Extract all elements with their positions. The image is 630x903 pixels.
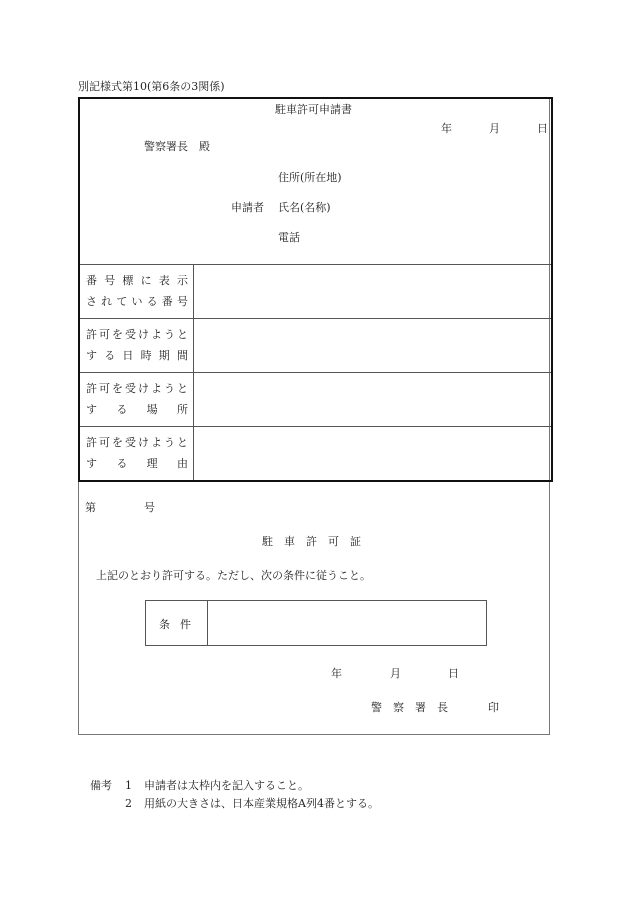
permit-date-day: 日 xyxy=(448,667,459,680)
note-1-text: 申請者は太枠内を記入すること。 xyxy=(144,779,309,792)
date-year: 年 xyxy=(441,122,452,135)
date-month: 月 xyxy=(489,122,500,135)
permit-issuer: 警 察 署 長 xyxy=(371,701,448,714)
note-1-number: 1 xyxy=(125,779,132,792)
row-label-reason: 許 可 を 受 け よ う と す る 理 由 xyxy=(86,436,188,470)
row-label-plate-number: 番 号 標 に 表 示 さ れ て い る 番 号 xyxy=(86,274,188,308)
permit-title: 駐 車 許 可 証 xyxy=(262,535,361,548)
row-divider xyxy=(80,264,551,265)
application-title: 駐車許可申請書 xyxy=(275,103,352,116)
permit-number-prefix: 第 xyxy=(85,501,96,514)
note-2-text: 用紙の大きさは、日本産業規格A列4番とする。 xyxy=(144,797,379,810)
permit-number-suffix: 号 xyxy=(144,501,155,514)
row-divider xyxy=(80,318,551,319)
row-divider xyxy=(80,426,551,427)
note-2-number: 2 xyxy=(125,797,132,810)
reason-input[interactable] xyxy=(195,428,549,479)
date-day: 日 xyxy=(537,122,548,135)
conditions-input[interactable] xyxy=(209,602,485,644)
row-label-period: 許 可 を 受 け よ う と す る 日 時 期 間 xyxy=(86,328,188,362)
applicant-label: 申請者 xyxy=(231,201,264,214)
location-input[interactable] xyxy=(195,374,549,425)
permit-statement: 上記のとおり許可する。ただし、次の条件に従うこと。 xyxy=(96,569,371,582)
addressee: 警察署長 殿 xyxy=(144,140,210,153)
row-divider xyxy=(80,372,551,373)
permit-date-year: 年 xyxy=(331,667,342,680)
conditions-label: 条件 xyxy=(159,618,201,631)
column-divider xyxy=(193,265,194,480)
period-input[interactable] xyxy=(195,320,549,371)
permit-date-month: 月 xyxy=(390,667,401,680)
notes-heading: 備考 xyxy=(90,779,112,792)
phone-field-label: 電話 xyxy=(278,231,300,244)
conditions-divider xyxy=(207,601,208,645)
name-field-label: 氏名(名称) xyxy=(278,201,331,214)
conditions-box xyxy=(145,600,487,646)
form-label: 別記様式第10(第6条の3関係) xyxy=(78,80,225,93)
address-field-label: 住所(所在地) xyxy=(278,171,342,184)
seal-mark: 印 xyxy=(488,701,499,714)
row-label-location: 許 可 を 受 け よ う と す る 場 所 xyxy=(86,382,188,416)
plate-number-input[interactable] xyxy=(195,266,549,317)
